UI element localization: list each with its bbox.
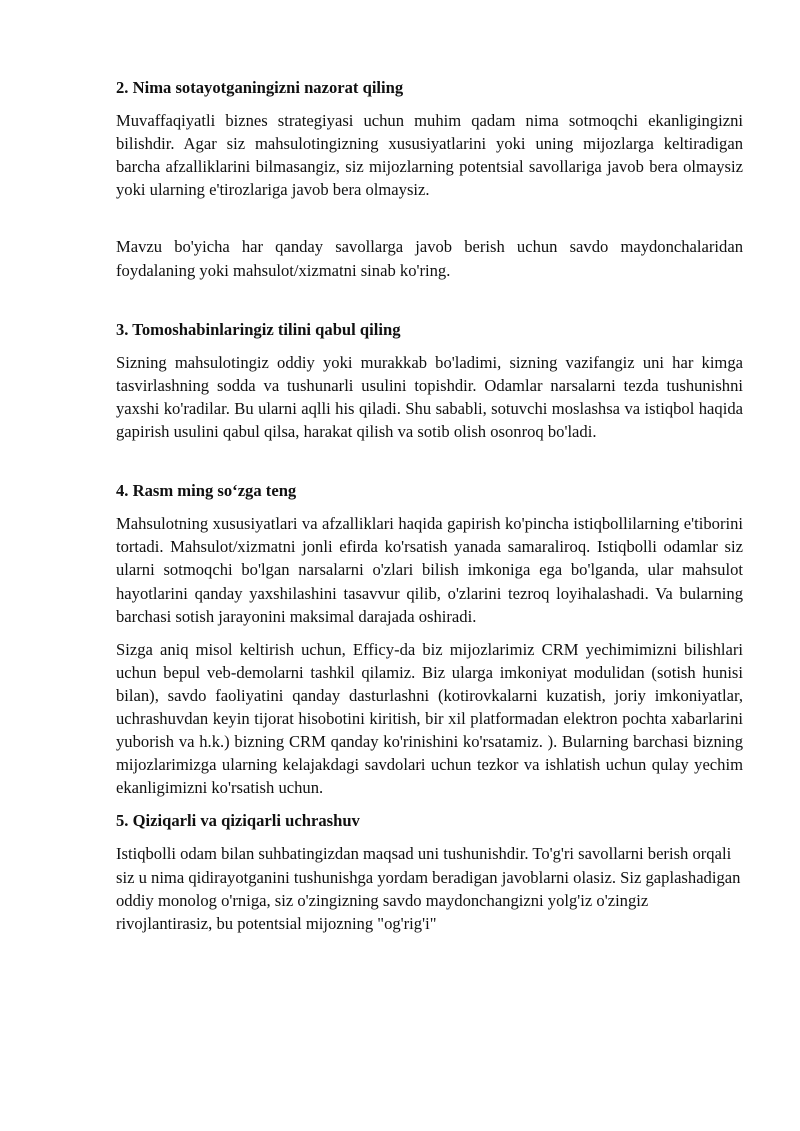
paragraph: Sizga aniq misol keltirish uchun, Efficy-da biz mijozlarimiz CRM yechimimizni bilishlari uchun bepul veb-demolarni tashkil qilamiz. Biz ularga imkoniyat modulidan (sotish hunisi bilan), savdo faoliyatini qanday dasturlashni (kotirovkalarni kuzatish, joriy imkoniyatlar, uchrashuvdan keyin tijorat hisobotini kiritish, bir xil platformadan elektron pochta xabarlarini yuborish va h.k.) bizning CRM qanday ko'rinishini ko'rsatamiz. ). Bularning barchasi bizning mijozlarimizga ularning kelajakdagi savdolari uchun tezkor va ishlatish uchun qulay yechim ekanligimizni ko'rsatish uchun.: [116, 639, 743, 798]
document-page: [116, 76, 743, 945]
section-heading: 2. Nima sotayotganingizni nazorat qiling: [116, 78, 404, 97]
spacer: [116, 453, 743, 479]
section-heading: 5. Qiziqarli va qiziqarli uchrashuv: [116, 811, 360, 831]
section-heading: 4. Rasm ming so‘zga teng: [116, 481, 297, 501]
paragraph: Mavzu bo'yicha har qanday savollarga javob berish uchun savdo maydonchalaridan foydalaning yoki mahsulot/xizmatni sinab ko'ring.: [116, 237, 743, 280]
paragraph: Muvaffaqiyatli biznes strategiyasi uchun muhim qadam nima sotmoqchi ekanligingizni bilishdir. Agar siz mahsulotingizning xususiyatlarini yoki uning mijozlarga keltiradigan barcha afzalliklarini bilmasangiz, siz mijozlarning potentsial savollariga javob bera olmaysiz yoki ularning e'tirozlariga javob bera olmaysiz.: [116, 111, 743, 200]
paragraph: Mahsulotning xususiyatlari va afzalliklari haqida gapirish ko'pincha istiqbollilarning e'tiborini tortadi. Mahsulot/xizmatni jonli efirda ko'rsatish yanada samaraliroq. Istiqbolli odamlar siz ularni sotmoqchi bo'lgan narsalarni o'zlari bilish imkoniga ega bo'lganda, ular mahsulot hayotlarini qanday yaxshilashini tasavvur qilib, o'zlarini tezroq loyihalashadi. Va bularning barchasi sotish jarayonini maksimal darajada oshiradi.: [116, 514, 743, 626]
section-heading: 3. Tomoshabinlaringiz tilini qabul qiling: [116, 319, 401, 339]
paragraph: Istiqbolli odam bilan suhbatingizdan maqsad uni tushunishdir. To'g'ri savollarni berish orqali siz u nima qidirayotganini tushunishga yordam beradigan javoblarni olasiz. Siz gaplashadigan oddiy monolog o'rniga, siz o'zingizning savdo maydonchangizni yolg'iz o'zingiz rivojlantirasiz, bu potentsial mijozning "og'rig'i": [116, 844, 741, 933]
spacer: [116, 292, 743, 318]
paragraph: Sizning mahsulotingiz oddiy yoki murakkab bo'ladimi, sizning vazifangiz uni har kimga tasvirlashning sodda va tushunarli usulini topishdir. Odamlar narsalarni tezda tushunishni yaxshi ko'radilar. Bu ularni aqlli his qiladi. Shu sababli, sotuvchi moslashsa va istiqbol haqida gapirish usulini qabul qilsa, harakat qilish va sotib olish osonroq bo'ladi.: [116, 352, 743, 442]
spacer: [116, 211, 743, 235]
